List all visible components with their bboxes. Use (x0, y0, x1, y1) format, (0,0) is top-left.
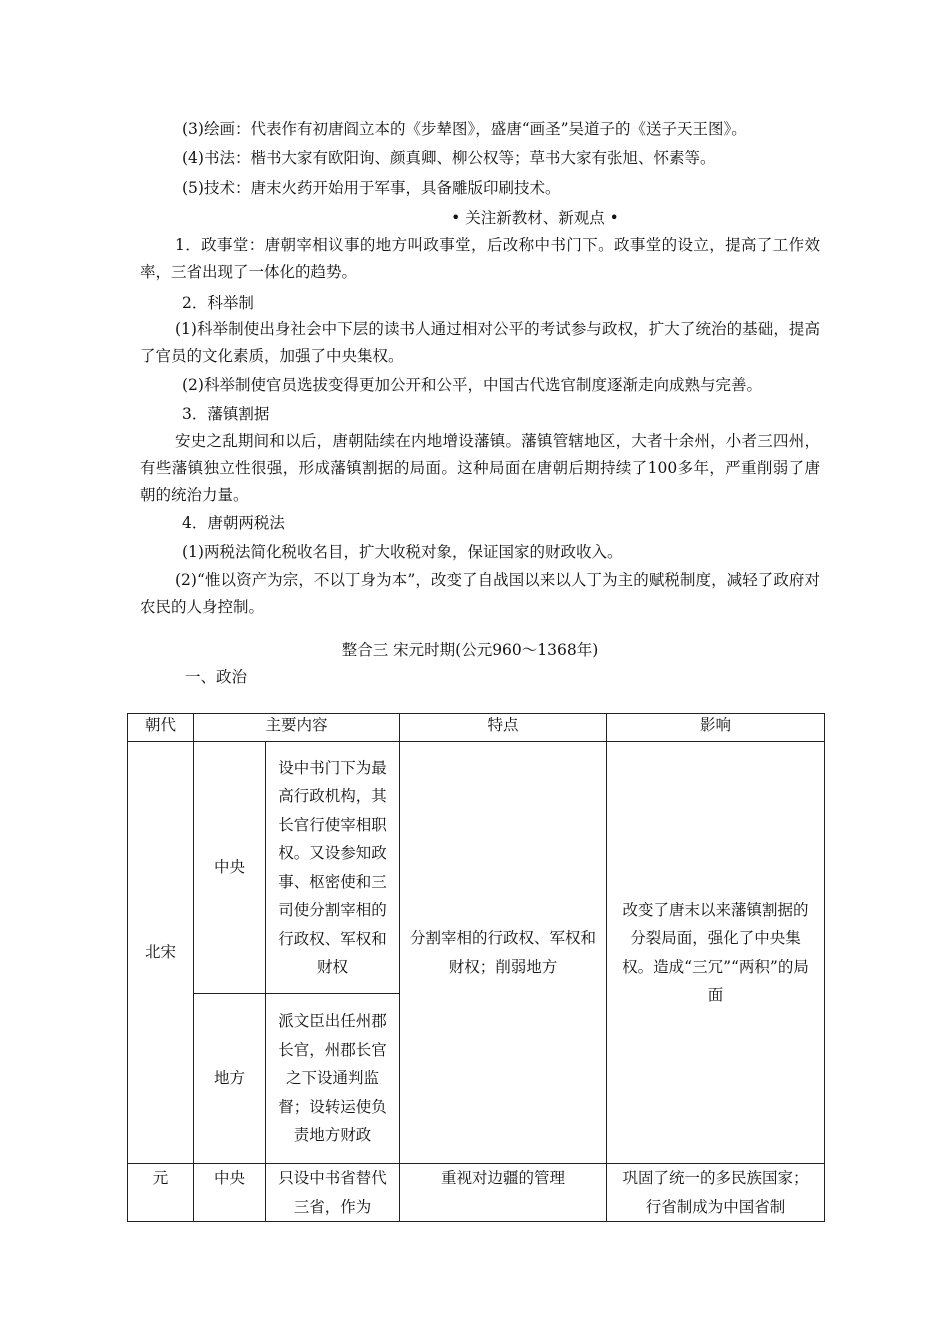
yuan-central-text: 只设中书省替代三省，作为 (266, 1164, 400, 1222)
yuan-central-label: 中央 (194, 1164, 266, 1222)
para-fanzhen: 安史之乱期间和以后，唐朝陆续在内地增设藩镇。藩镇管辖地区，大者十余州，小者三四州，有些藩镇独立性很强，形成藩镇割据的局面。这种局面在唐朝后期持续了100多年，严重削弱了唐朝的统治力量。 (140, 432, 820, 504)
song-impact: 改变了唐末以来藩镇割据的分裂局面，强化了中央集权。造成“三冗”“两积”的局面 (607, 742, 825, 1164)
table-row (128, 1164, 825, 1222)
focus-heading: • 关注新教材、新观点 • (451, 209, 619, 227)
header-dynasty: 朝代 (128, 714, 194, 742)
yuan-feature: 重视对边疆的管理 (400, 1164, 607, 1222)
header-feature: 特点 (400, 714, 607, 742)
para-technology: (5)技术：唐末火药开始用于军事，具备雕版印刷技术。 (182, 179, 561, 197)
sub-heading-politics: 一、政治 (185, 668, 248, 686)
heading-fanzhen: 3．藩镇割据 (182, 405, 270, 423)
heading-keju: 2．科举制 (182, 294, 254, 312)
para-liangshui-1: (1)两税法简化税收名目，扩大收税对象，保证国家的财政收入。 (182, 543, 623, 561)
para-zhengshitang: 1．政事堂：唐朝宰相议事的地方叫政事堂，后改称中书门下。政事堂的设立，提高了工作效率，三省出现了一体化的趋势。 (140, 236, 820, 281)
song-central-label: 中央 (194, 742, 266, 994)
song-local-label: 地方 (194, 994, 266, 1164)
yuan-dynasty-cell: 元 (128, 1164, 194, 1222)
para-calligraphy: (4)书法：楷书大家有欧阳询、颜真卿、柳公权等；草书大家有张旭、怀素等。 (182, 149, 716, 167)
header-content: 主要内容 (194, 714, 400, 742)
para-liangshui-2: (2)“惟以资产为宗，不以丁身为本”，改变了自战国以来以人丁为主的赋税制度，减轻了政府对农民的人身控制。 (140, 571, 820, 616)
para-painting: (3)绘画：代表作有初唐阎立本的《步辇图》，盛唐“画圣”吴道子的《送子天王图》。 (182, 120, 747, 138)
politics-table (127, 713, 825, 1222)
song-feature: 分割宰相的行政权、军权和财权；削弱地方 (400, 742, 607, 1164)
table-row (128, 742, 825, 994)
song-central-text: 设中书门下为最高行政机构，其长官行使宰相职权。又设参知政事、枢密使和三司使分割宰相的行政权、军权和财权 (266, 742, 400, 994)
header-impact: 影响 (607, 714, 825, 742)
para-keju-1: (1)科举制使出身社会中下层的读书人通过相对公平的考试参与政权，扩大了统治的基础，提高了官员的文化素质，加强了中央集权。 (140, 320, 820, 365)
heading-liangshui: 4．唐朝两税法 (182, 514, 285, 532)
song-dynasty-cell: 北宋 (128, 742, 194, 1164)
table-header-row (128, 714, 825, 742)
para-keju-2: (2)科举制使官员选拔变得更加公开和公平，中国古代选官制度逐渐走向成熟与完善。 (182, 376, 762, 394)
section-title: 整合三 宋元时期(公元960～1368年) (341, 641, 599, 659)
yuan-impact: 巩固了统一的多民族国家；行省制成为中国省制 (607, 1164, 825, 1222)
song-local-text: 派文臣出任州郡长官，州郡长官之下设通判监督；设转运使负责地方财政 (266, 994, 400, 1164)
